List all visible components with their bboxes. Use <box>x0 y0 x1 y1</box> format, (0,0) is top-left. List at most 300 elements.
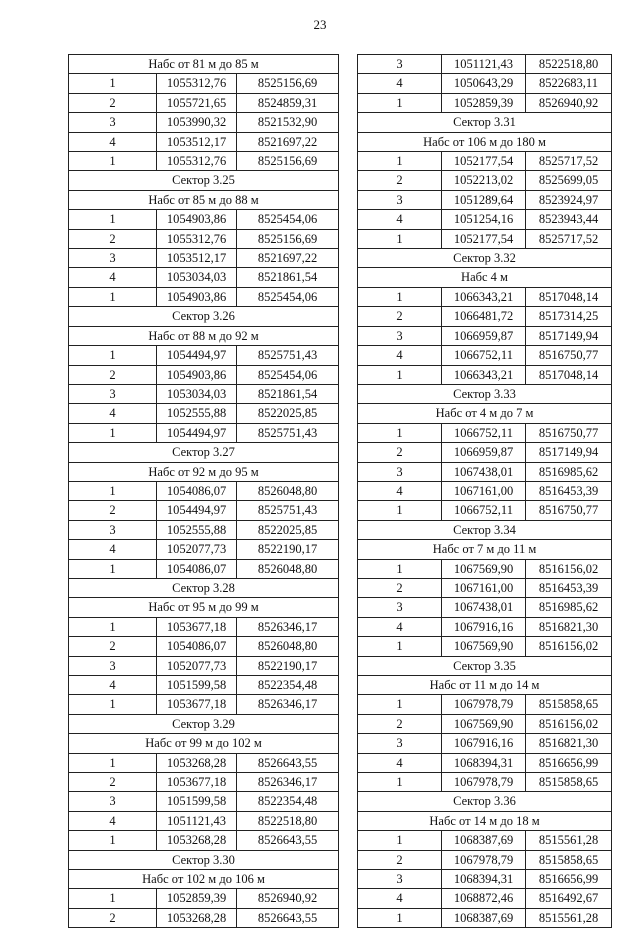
coordinate-x: 1067161,00 <box>442 481 526 500</box>
coordinate-x: 1067438,01 <box>442 462 526 481</box>
point-number: 4 <box>69 404 157 423</box>
coordinate-y: 8517149,94 <box>526 326 612 345</box>
sector-header-row <box>358 520 612 539</box>
coordinates-table-left <box>68 54 339 928</box>
coordinate-y: 8526940,92 <box>526 93 612 112</box>
coordinate-x: 1066752,11 <box>442 501 526 520</box>
point-number: 1 <box>69 559 157 578</box>
point-number: 3 <box>358 326 442 345</box>
coordinate-x: 1066752,11 <box>442 423 526 442</box>
point-number: 1 <box>358 423 442 442</box>
point-number: 1 <box>69 74 157 93</box>
sector-header-row <box>358 792 612 811</box>
section-heading: Сектор 3.34 <box>358 520 612 539</box>
section-heading: Набс от 106 м до 180 м <box>358 132 612 151</box>
section-heading: Сектор 3.36 <box>358 792 612 811</box>
coordinate-x: 1051599,58 <box>157 676 237 695</box>
coordinate-x: 1068387,69 <box>442 831 526 850</box>
depth-range-header-row <box>358 404 612 423</box>
coordinate-y: 8515561,28 <box>526 831 612 850</box>
table-row <box>358 462 612 481</box>
section-heading: Сектор 3.26 <box>69 307 339 326</box>
coordinate-y: 8526048,80 <box>237 559 339 578</box>
coordinate-y: 8516821,30 <box>526 734 612 753</box>
coordinate-y: 8515561,28 <box>526 908 612 927</box>
coordinate-y: 8517149,94 <box>526 443 612 462</box>
point-number: 3 <box>358 190 442 209</box>
coordinate-y: 8521532,90 <box>237 113 339 132</box>
table-row <box>69 908 339 927</box>
coordinate-y: 8516656,99 <box>526 753 612 772</box>
table-row <box>69 287 339 306</box>
point-number: 4 <box>358 889 442 908</box>
coordinate-x: 1067916,16 <box>442 617 526 636</box>
point-number: 1 <box>358 908 442 927</box>
point-number: 3 <box>69 792 157 811</box>
coordinate-x: 1066752,11 <box>442 346 526 365</box>
point-number: 4 <box>358 346 442 365</box>
point-number: 2 <box>69 773 157 792</box>
point-number: 4 <box>69 676 157 695</box>
sector-header-row <box>69 443 339 462</box>
coordinate-x: 1051599,58 <box>157 792 237 811</box>
section-heading: Набс от 102 м до 106 м <box>69 870 339 889</box>
coordinate-y: 8522354,48 <box>237 792 339 811</box>
point-number: 3 <box>69 249 157 268</box>
coordinate-y: 8525156,69 <box>237 229 339 248</box>
point-number: 4 <box>358 74 442 93</box>
coordinate-y: 8521861,54 <box>237 268 339 287</box>
section-heading: Набс 4 м <box>358 268 612 287</box>
point-number: 1 <box>69 346 157 365</box>
sector-header-row <box>358 656 612 675</box>
coordinate-y: 8516453,39 <box>526 578 612 597</box>
coordinate-x: 1052077,73 <box>157 656 237 675</box>
table-row <box>358 365 612 384</box>
section-heading: Набс от 92 м до 95 м <box>69 462 339 481</box>
sector-header-row <box>358 113 612 132</box>
coordinate-x: 1052177,54 <box>442 152 526 171</box>
coordinate-x: 1067569,90 <box>442 559 526 578</box>
coordinate-x: 1052077,73 <box>157 540 237 559</box>
point-number: 1 <box>358 229 442 248</box>
coordinate-x: 1067916,16 <box>442 734 526 753</box>
table-row <box>358 210 612 229</box>
coordinate-x: 1051121,43 <box>157 811 237 830</box>
coordinate-y: 8522190,17 <box>237 540 339 559</box>
table-row <box>358 773 612 792</box>
point-number: 2 <box>69 908 157 927</box>
table-row <box>358 734 612 753</box>
coordinate-y: 8516492,67 <box>526 889 612 908</box>
table-row <box>358 501 612 520</box>
coordinate-y: 8515858,65 <box>526 850 612 869</box>
point-number: 1 <box>69 481 157 500</box>
table-row <box>69 695 339 714</box>
section-heading: Набс от 95 м до 99 м <box>69 598 339 617</box>
point-number: 4 <box>69 132 157 151</box>
point-number: 4 <box>358 481 442 500</box>
coordinates-table-right <box>357 54 612 928</box>
coordinate-y: 8525454,06 <box>237 287 339 306</box>
coordinate-y: 8525717,52 <box>526 229 612 248</box>
sector-header-row <box>358 384 612 403</box>
coordinate-y: 8525751,43 <box>237 501 339 520</box>
section-heading: Сектор 3.25 <box>69 171 339 190</box>
coordinate-x: 1053677,18 <box>157 773 237 792</box>
sector-header-row <box>69 850 339 869</box>
coordinate-y: 8517048,14 <box>526 365 612 384</box>
table-row <box>69 93 339 112</box>
point-number: 1 <box>69 210 157 229</box>
point-number: 1 <box>69 753 157 772</box>
table-row <box>69 889 339 908</box>
coordinate-x: 1053268,28 <box>157 753 237 772</box>
coordinate-y: 8521697,22 <box>237 132 339 151</box>
table-row <box>358 74 612 93</box>
coordinate-y: 8522025,85 <box>237 520 339 539</box>
depth-range-header-row <box>358 811 612 830</box>
section-heading: Набс от 99 м до 102 м <box>69 734 339 753</box>
table-row <box>69 792 339 811</box>
coordinate-x: 1054086,07 <box>157 559 237 578</box>
coordinate-y: 8525751,43 <box>237 346 339 365</box>
coordinate-y: 8516985,62 <box>526 598 612 617</box>
point-number: 3 <box>69 113 157 132</box>
table-row <box>69 617 339 636</box>
coordinate-y: 8523943,44 <box>526 210 612 229</box>
coordinate-y: 8516821,30 <box>526 617 612 636</box>
depth-range-header-row <box>69 598 339 617</box>
table-row <box>69 656 339 675</box>
table-row <box>69 831 339 850</box>
coordinate-y: 8525156,69 <box>237 152 339 171</box>
section-heading: Набс от 85 м до 88 м <box>69 190 339 209</box>
point-number: 1 <box>69 152 157 171</box>
coordinate-x: 1054086,07 <box>157 637 237 656</box>
table-row <box>358 326 612 345</box>
sector-header-row <box>358 249 612 268</box>
point-number: 4 <box>358 210 442 229</box>
coordinate-x: 1050643,29 <box>442 74 526 93</box>
point-number: 1 <box>69 423 157 442</box>
coordinate-y: 8516750,77 <box>526 346 612 365</box>
coordinate-x: 1066481,72 <box>442 307 526 326</box>
coordinate-x: 1052555,88 <box>157 520 237 539</box>
table-row <box>69 773 339 792</box>
table-row <box>69 268 339 287</box>
coordinate-y: 8516156,02 <box>526 637 612 656</box>
coordinate-x: 1053677,18 <box>157 695 237 714</box>
coordinate-y: 8516453,39 <box>526 481 612 500</box>
coordinate-y: 8516750,77 <box>526 423 612 442</box>
coordinate-y: 8522683,11 <box>526 74 612 93</box>
point-number: 4 <box>69 811 157 830</box>
point-number: 3 <box>358 462 442 481</box>
coordinate-x: 1066959,87 <box>442 443 526 462</box>
point-number: 1 <box>358 559 442 578</box>
point-number: 3 <box>358 870 442 889</box>
point-number: 2 <box>358 171 442 190</box>
table-row <box>358 637 612 656</box>
point-number: 2 <box>358 578 442 597</box>
table-row <box>358 307 612 326</box>
point-number: 2 <box>69 365 157 384</box>
point-number: 4 <box>358 617 442 636</box>
table-row <box>69 113 339 132</box>
coordinate-x: 1055721,65 <box>157 93 237 112</box>
table-row <box>358 55 612 74</box>
table-row <box>69 753 339 772</box>
table-row <box>358 908 612 927</box>
point-number: 3 <box>69 384 157 403</box>
coordinate-x: 1054903,86 <box>157 210 237 229</box>
point-number: 1 <box>358 93 442 112</box>
point-number: 1 <box>69 287 157 306</box>
coordinate-y: 8525717,52 <box>526 152 612 171</box>
coordinate-x: 1054494,97 <box>157 346 237 365</box>
point-number: 3 <box>69 656 157 675</box>
coordinate-x: 1067161,00 <box>442 578 526 597</box>
depth-range-header-row <box>69 55 339 74</box>
table-row <box>358 443 612 462</box>
table-row <box>69 404 339 423</box>
coordinate-x: 1051254,16 <box>442 210 526 229</box>
coordinate-x: 1067978,79 <box>442 695 526 714</box>
coordinate-x: 1053034,03 <box>157 384 237 403</box>
table-row <box>358 287 612 306</box>
section-heading: Набс от 11 м до 14 м <box>358 676 612 695</box>
table-row <box>358 870 612 889</box>
coordinate-x: 1053268,28 <box>157 908 237 927</box>
sector-header-row <box>69 578 339 597</box>
table-row <box>358 850 612 869</box>
coordinate-y: 8526643,55 <box>237 753 339 772</box>
table-row <box>69 249 339 268</box>
table-row <box>358 423 612 442</box>
table-row <box>358 578 612 597</box>
coordinate-x: 1053034,03 <box>157 268 237 287</box>
coordinate-y: 8522354,48 <box>237 676 339 695</box>
coordinate-y: 8517314,25 <box>526 307 612 326</box>
coordinate-x: 1067569,90 <box>442 714 526 733</box>
coordinate-y: 8526643,55 <box>237 831 339 850</box>
coordinate-x: 1053990,32 <box>157 113 237 132</box>
coordinate-x: 1054086,07 <box>157 481 237 500</box>
section-heading: Сектор 3.28 <box>69 578 339 597</box>
section-heading: Набс от 81 м до 85 м <box>69 55 339 74</box>
section-heading: Набс от 7 м до 11 м <box>358 540 612 559</box>
coordinate-y: 8525699,05 <box>526 171 612 190</box>
coordinate-y: 8522518,80 <box>526 55 612 74</box>
point-number: 1 <box>358 695 442 714</box>
point-number: 1 <box>69 831 157 850</box>
depth-range-header-row <box>358 268 612 287</box>
table-row <box>69 365 339 384</box>
section-heading: Сектор 3.30 <box>69 850 339 869</box>
coordinate-x: 1066343,21 <box>442 365 526 384</box>
coordinate-x: 1052177,54 <box>442 229 526 248</box>
table-row <box>69 520 339 539</box>
coordinate-y: 8522025,85 <box>237 404 339 423</box>
coordinate-x: 1068387,69 <box>442 908 526 927</box>
coordinate-x: 1052555,88 <box>157 404 237 423</box>
coordinate-x: 1053268,28 <box>157 831 237 850</box>
coordinate-y: 8526346,17 <box>237 695 339 714</box>
point-number: 2 <box>358 850 442 869</box>
coordinate-y: 8526346,17 <box>237 773 339 792</box>
coordinate-y: 8521697,22 <box>237 249 339 268</box>
coordinate-x: 1067438,01 <box>442 598 526 617</box>
coordinate-y: 8516156,02 <box>526 559 612 578</box>
table-row <box>358 559 612 578</box>
point-number: 2 <box>69 637 157 656</box>
table-row <box>358 346 612 365</box>
table-row <box>358 190 612 209</box>
coordinate-x: 1053512,17 <box>157 132 237 151</box>
depth-range-header-row <box>69 190 339 209</box>
coordinate-x: 1054494,97 <box>157 501 237 520</box>
coordinate-x: 1067569,90 <box>442 637 526 656</box>
table-row <box>69 346 339 365</box>
section-heading: Сектор 3.32 <box>358 249 612 268</box>
section-heading: Сектор 3.35 <box>358 656 612 675</box>
point-number: 3 <box>358 734 442 753</box>
coordinate-x: 1066959,87 <box>442 326 526 345</box>
coordinate-y: 8525454,06 <box>237 365 339 384</box>
table-row <box>69 481 339 500</box>
table-row <box>69 540 339 559</box>
sector-header-row <box>69 307 339 326</box>
table-row <box>358 617 612 636</box>
point-number: 4 <box>358 753 442 772</box>
table-row <box>358 889 612 908</box>
table-row <box>69 501 339 520</box>
coordinate-y: 8521861,54 <box>237 384 339 403</box>
section-heading: Сектор 3.29 <box>69 714 339 733</box>
point-number: 2 <box>69 501 157 520</box>
coordinate-x: 1052213,02 <box>442 171 526 190</box>
point-number: 3 <box>358 55 442 74</box>
coordinate-x: 1055312,76 <box>157 152 237 171</box>
table-row <box>69 811 339 830</box>
coordinate-x: 1055312,76 <box>157 229 237 248</box>
section-heading: Набс от 88 м до 92 м <box>69 326 339 345</box>
section-heading: Набс от 14 м до 18 м <box>358 811 612 830</box>
coordinate-y: 8522190,17 <box>237 656 339 675</box>
table-row <box>69 384 339 403</box>
point-number: 2 <box>69 93 157 112</box>
point-number: 3 <box>69 520 157 539</box>
table-row <box>358 695 612 714</box>
table-row <box>69 637 339 656</box>
coordinate-x: 1067978,79 <box>442 773 526 792</box>
point-number: 4 <box>69 268 157 287</box>
table-row <box>69 559 339 578</box>
coordinate-y: 8526940,92 <box>237 889 339 908</box>
sector-header-row <box>69 171 339 190</box>
page-number: 23 <box>313 17 327 32</box>
depth-range-header-row <box>358 132 612 151</box>
section-heading: Сектор 3.33 <box>358 384 612 403</box>
coordinate-x: 1067978,79 <box>442 850 526 869</box>
coordinate-x: 1053512,17 <box>157 249 237 268</box>
table-row <box>358 152 612 171</box>
depth-range-header-row <box>69 462 339 481</box>
point-number: 1 <box>69 617 157 636</box>
coordinate-x: 1051289,64 <box>442 190 526 209</box>
coordinate-x: 1054494,97 <box>157 423 237 442</box>
sector-header-row <box>69 714 339 733</box>
coordinate-x: 1068394,31 <box>442 753 526 772</box>
point-number: 1 <box>358 152 442 171</box>
point-number: 1 <box>358 637 442 656</box>
depth-range-header-row <box>358 540 612 559</box>
coordinate-y: 8516656,99 <box>526 870 612 889</box>
coordinate-x: 1054903,86 <box>157 365 237 384</box>
coordinate-x: 1055312,76 <box>157 74 237 93</box>
coordinate-x: 1068872,46 <box>442 889 526 908</box>
coordinate-x: 1052859,39 <box>442 93 526 112</box>
coordinate-x: 1051121,43 <box>442 55 526 74</box>
coordinate-y: 8525751,43 <box>237 423 339 442</box>
section-heading: Набс от 4 м до 7 м <box>358 404 612 423</box>
depth-range-header-row <box>69 326 339 345</box>
point-number: 1 <box>69 889 157 908</box>
depth-range-header-row <box>69 870 339 889</box>
coordinate-x: 1068394,31 <box>442 870 526 889</box>
coordinate-y: 8523924,97 <box>526 190 612 209</box>
table-row <box>69 676 339 695</box>
section-heading: Сектор 3.27 <box>69 443 339 462</box>
table-row <box>69 229 339 248</box>
depth-range-header-row <box>69 734 339 753</box>
point-number: 3 <box>358 598 442 617</box>
coordinate-y: 8515858,65 <box>526 773 612 792</box>
section-heading: Сектор 3.31 <box>358 113 612 132</box>
table-row <box>358 229 612 248</box>
coordinate-y: 8526643,55 <box>237 908 339 927</box>
table-row <box>69 132 339 151</box>
coordinate-y: 8525454,06 <box>237 210 339 229</box>
coordinate-y: 8516985,62 <box>526 462 612 481</box>
coordinate-y: 8517048,14 <box>526 287 612 306</box>
table-row <box>358 93 612 112</box>
coordinate-y: 8515858,65 <box>526 695 612 714</box>
point-number: 1 <box>358 501 442 520</box>
table-row <box>69 74 339 93</box>
table-row <box>69 423 339 442</box>
coordinate-y: 8526048,80 <box>237 637 339 656</box>
coordinate-y: 8524859,31 <box>237 93 339 112</box>
coordinate-y: 8516156,02 <box>526 714 612 733</box>
point-number: 1 <box>69 695 157 714</box>
coordinate-y: 8526346,17 <box>237 617 339 636</box>
coordinate-x: 1052859,39 <box>157 889 237 908</box>
table-row <box>69 152 339 171</box>
coordinate-x: 1054903,86 <box>157 287 237 306</box>
coordinate-y: 8522518,80 <box>237 811 339 830</box>
coordinate-x: 1066343,21 <box>442 287 526 306</box>
coordinate-y: 8516750,77 <box>526 501 612 520</box>
point-number: 4 <box>69 540 157 559</box>
point-number: 2 <box>69 229 157 248</box>
point-number: 2 <box>358 443 442 462</box>
table-row <box>358 831 612 850</box>
point-number: 2 <box>358 714 442 733</box>
point-number: 1 <box>358 287 442 306</box>
coordinate-y: 8525156,69 <box>237 74 339 93</box>
